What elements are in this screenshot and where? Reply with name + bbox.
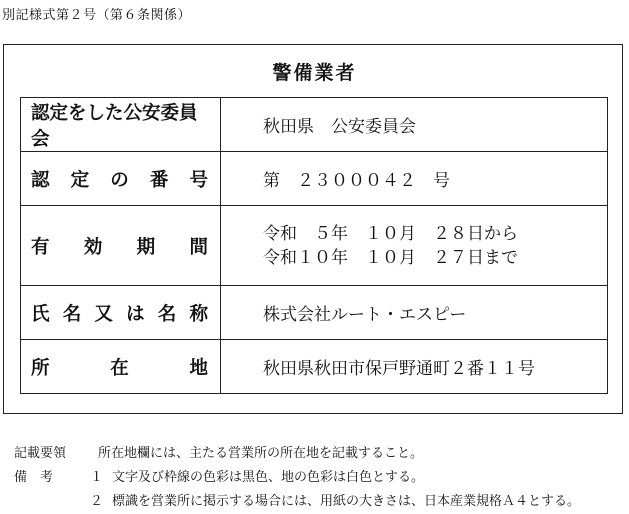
label-name-char: 氏 <box>31 303 50 325</box>
row-number <box>21 152 608 206</box>
label-period-char: 間 <box>189 236 208 258</box>
label-number-char: 番 <box>149 169 169 191</box>
note-heading-remarks: 備 考 <box>14 470 54 485</box>
note-text-remark-2: 標識を営業所に掲示する場合には、用紙の大きさは、日本産業規格Ａ４とする。 <box>112 494 581 509</box>
value-number <box>221 152 608 206</box>
value-address-line: 秋田県秋田市保戸野通町２番１１号 <box>263 359 535 379</box>
label-commission-text: 認定をした公安委員会 <box>31 102 198 150</box>
sign-title: 警備業者 <box>272 62 357 84</box>
label-name-char: 名 <box>157 303 177 325</box>
label-address-char: 地 <box>189 357 208 379</box>
label-period <box>21 206 221 286</box>
note-text-remark-1: 文字及び枠線の色彩は黒色、地の色彩は白色とする。 <box>112 470 425 485</box>
value-address <box>221 340 608 394</box>
row-period <box>21 206 608 286</box>
label-number-char: 認 <box>31 169 50 191</box>
value-name <box>221 286 608 340</box>
label-period-char: 有 <box>31 236 50 258</box>
label-number-char: 定 <box>70 169 90 191</box>
value-commission-line: 秋田県 公安委員会 <box>263 117 416 137</box>
value-period-end: 令和１０年 １０月 ２７日まで <box>263 247 518 268</box>
label-number-char: 号 <box>189 169 208 191</box>
note-number-2: ２ <box>90 494 104 509</box>
note-number-1: １ <box>90 470 104 485</box>
form-label: 別記様式第２号（第６条関係） <box>2 8 192 23</box>
label-period-char: 期 <box>136 236 156 258</box>
label-name-char: 称 <box>189 303 208 325</box>
label-address <box>21 340 221 394</box>
label-name-char: 又 <box>94 303 113 325</box>
label-name-char: 名 <box>62 303 82 325</box>
row-name <box>21 286 608 340</box>
value-name-line: 株式会社ルート・エスピー <box>263 305 467 325</box>
label-address-char: 在 <box>110 357 129 379</box>
label-period-char: 効 <box>83 236 103 258</box>
value-period-start: 令和 ５年 １０月 ２８日から <box>263 223 518 244</box>
label-name-char: は <box>126 303 145 325</box>
value-period <box>221 206 608 286</box>
label-number-char: の <box>110 169 129 191</box>
note-text-instructions: 所在地欄には、主たる営業所の所在地を記載すること。 <box>98 446 424 461</box>
label-number <box>21 152 221 206</box>
row-commission <box>21 98 608 152</box>
label-commission <box>21 98 221 152</box>
label-address-char: 所 <box>31 357 50 379</box>
row-address <box>21 340 608 394</box>
note-heading-instructions: 記載要領 <box>14 446 67 461</box>
value-number-line: 第 ２３０００４２ 号 <box>263 171 450 191</box>
sign-table <box>20 97 608 394</box>
label-name <box>21 286 221 340</box>
value-commission <box>221 98 608 152</box>
